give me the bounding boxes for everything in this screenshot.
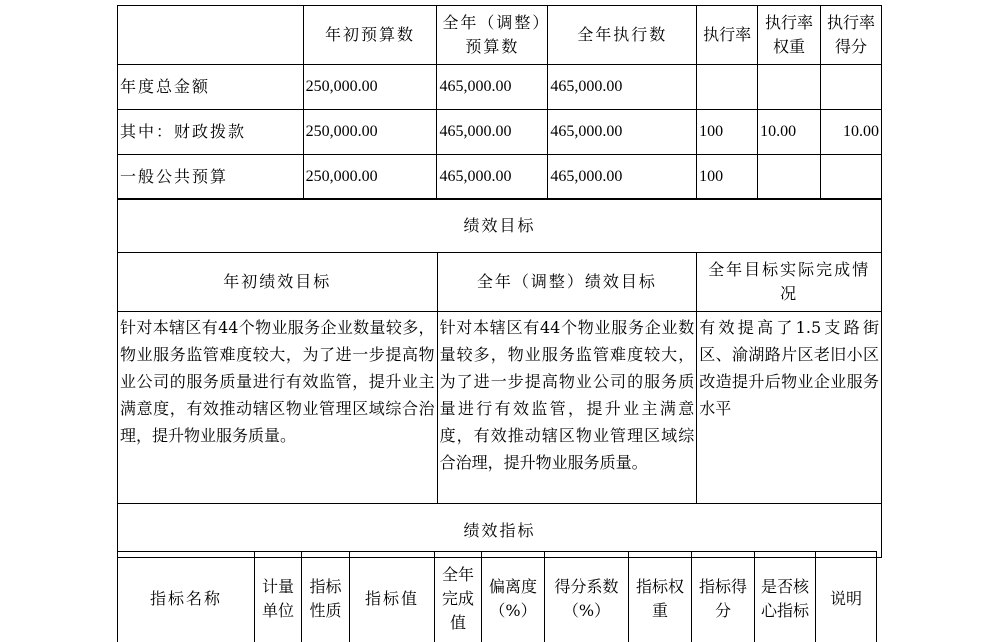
header-adjusted-goal: 全年（调整）绩效目标 — [437, 253, 697, 312]
cell-rate: 100 — [697, 110, 758, 155]
header-rate-score: 执行率得分 — [821, 6, 882, 65]
row-label: 年度总金额 — [118, 65, 304, 110]
indicators-header-row — [118, 552, 877, 642]
initial-goal-text: 针对本辖区有44个物业服务企业数量较多，物业服务监管难度较大，为了进一步提高物业公司的服务质量进行有效监管，提升业主满意度，有效推动辖区物业管理区域综合治理，提升物业服务质量。 — [118, 312, 438, 504]
header-deviation: 偏离度（%） — [482, 552, 545, 642]
goals-title-row — [118, 199, 882, 253]
header-rate: 执行率 — [697, 6, 758, 65]
header-is-core: 是否核心指标 — [755, 552, 816, 642]
goals-section-title: 绩效目标 — [118, 199, 882, 253]
goals-content-row — [118, 312, 882, 504]
goals-header-row — [118, 253, 882, 312]
header-adjusted-budget: 全年（调整）预算数 — [437, 6, 548, 65]
header-executed: 全年执行数 — [548, 6, 697, 65]
cell-score — [821, 155, 882, 200]
cell-score — [821, 65, 882, 110]
cell-adjusted: 465,000.00 — [437, 155, 548, 200]
row-label: 一般公共预算 — [118, 155, 304, 200]
adjusted-goal-text: 针对本辖区有44个物业服务企业数量较多，物业服务监管难度较大，为了进一步提高物业公司的服务质量进行有效监管，提升业主满意度，有效推动辖区物业管理区域综合治理，提升物业服务质量。 — [437, 312, 697, 504]
budget-row-total — [118, 65, 882, 110]
header-indicator-score: 指标得分 — [692, 552, 755, 642]
cell-initial: 250,000.00 — [303, 65, 437, 110]
cell-executed: 465,000.00 — [548, 65, 697, 110]
indicators-table — [117, 551, 877, 642]
indicators-section-title: 绩效指标 — [118, 504, 882, 558]
goals-table — [117, 198, 882, 558]
header-indicator-name: 指标名称 — [118, 552, 255, 642]
header-value: 指标值 — [350, 552, 435, 642]
header-unit: 计量单位 — [255, 552, 302, 642]
header-initial-goal: 年初绩效目标 — [118, 253, 438, 312]
budget-table — [117, 5, 882, 200]
header-completed: 全年完成值 — [435, 552, 482, 642]
header-initial-budget: 年初预算数 — [303, 6, 437, 65]
header-rate-weight: 执行率权重 — [758, 6, 821, 65]
header-notes: 说明 — [816, 552, 877, 642]
header-actual-completion: 全年目标实际完成情况 — [697, 253, 882, 312]
actual-completion-text: 有效提高了1.5支路街区、渝湖路片区老旧小区改造提升后物业企业服务水平 — [697, 312, 882, 504]
header-score-coef: 得分系数（%） — [545, 552, 629, 642]
header-nature: 指标性质 — [302, 552, 350, 642]
cell-adjusted: 465,000.00 — [437, 110, 548, 155]
cell-rate — [697, 65, 758, 110]
indicators-title-row — [118, 504, 882, 558]
cell-executed: 465,000.00 — [548, 155, 697, 200]
cell-adjusted: 465,000.00 — [437, 65, 548, 110]
cell-score: 10.00 — [821, 110, 882, 155]
cell-initial: 250,000.00 — [303, 155, 437, 200]
cell-initial: 250,000.00 — [303, 110, 437, 155]
budget-row-general — [118, 155, 882, 200]
budget-header-row — [118, 6, 882, 65]
cell-rate: 100 — [697, 155, 758, 200]
cell-executed: 465,000.00 — [548, 110, 697, 155]
cell-weight — [758, 155, 821, 200]
budget-header-blank — [118, 6, 304, 65]
cell-weight — [758, 65, 821, 110]
budget-row-fiscal — [118, 110, 882, 155]
performance-report — [117, 5, 882, 642]
cell-weight: 10.00 — [758, 110, 821, 155]
header-indicator-weight: 指标权重 — [629, 552, 692, 642]
row-label: 其中：财政拨款 — [118, 110, 304, 155]
